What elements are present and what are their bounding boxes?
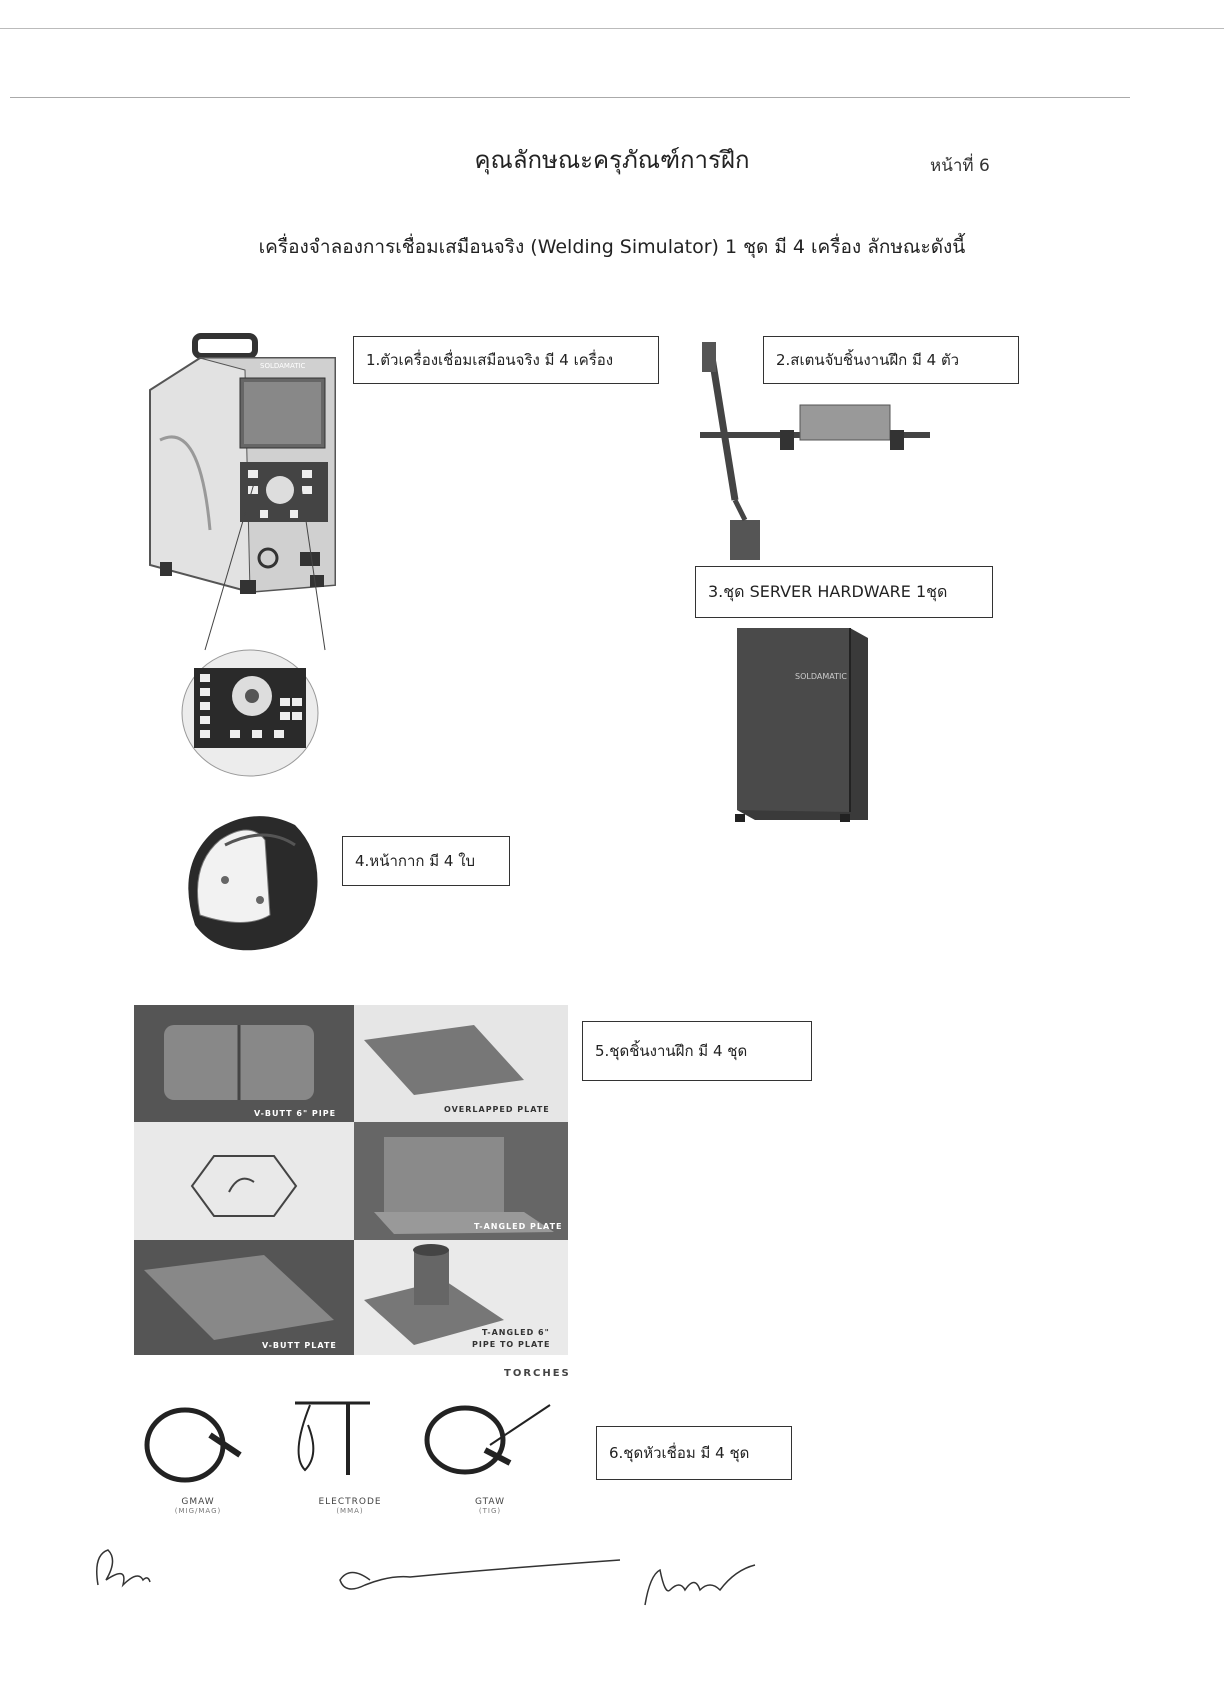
svg-text:SOLDAMATIC: SOLDAMATIC bbox=[260, 362, 306, 370]
torch-name: ELECTRODE bbox=[318, 1497, 382, 1507]
control-panel-closeup bbox=[180, 648, 320, 778]
torch-gmaw-caption bbox=[143, 1497, 253, 1515]
tile-label: V-BUTT PLATE bbox=[262, 1341, 337, 1350]
item-3-label: 3.ชุด SERVER HARDWARE 1ชุด bbox=[695, 566, 993, 618]
torch-type: (TIG) bbox=[478, 1507, 502, 1515]
scan-line bbox=[0, 28, 1224, 29]
torch-name: GMAW bbox=[181, 1497, 215, 1507]
document-subtitle: เครื่องจำลองการเชื่อมเสมือนจริง (Welding Simulator) 1 ชุด มี 4 เครื่อง ลักษณะดังนี้ bbox=[258, 236, 966, 258]
svg-text:SOLDAMATIC: SOLDAMATIC bbox=[795, 672, 847, 681]
welding-helmet-image bbox=[175, 805, 325, 955]
page-number: หน้าที่ 6 bbox=[930, 156, 990, 176]
zoom-lines bbox=[200, 470, 340, 660]
document-title: คุณลักษณะครุภัณฑ์การฝึก bbox=[474, 146, 750, 174]
tile-label: T-ANGLED 6" bbox=[482, 1328, 550, 1337]
item-5-label: 5.ชุดชิ้นงานฝึก มี 4 ชุด bbox=[582, 1021, 812, 1081]
scan-line bbox=[10, 97, 1130, 98]
server-hardware-image bbox=[735, 624, 870, 824]
torch-type: (MIG/MAG) bbox=[174, 1507, 222, 1515]
tile-angled-plate bbox=[354, 1122, 568, 1240]
torch-name: GTAW bbox=[474, 1497, 505, 1507]
tile-label: PIPE TO PLATE bbox=[472, 1340, 551, 1349]
torches-heading: TORCHES bbox=[504, 1368, 571, 1379]
item-4-label: 4.หน้ากาก มี 4 ใบ bbox=[342, 836, 510, 886]
tile-logo bbox=[134, 1122, 354, 1240]
item-6-label: 6.ชุดหัวเชื่อม มี 4 ชุด bbox=[596, 1426, 792, 1480]
item-1-label: 1.ตัวเครื่องเชื่อมเสมือนจริง มี 4 เครื่อง bbox=[353, 336, 659, 384]
signature-2 bbox=[330, 1555, 630, 1605]
torch-electrode-caption bbox=[295, 1497, 405, 1515]
signature-1 bbox=[88, 1540, 158, 1600]
tile-label: V-BUTT 6" PIPE bbox=[254, 1109, 337, 1118]
tile-t-angled-pipe bbox=[354, 1240, 568, 1355]
tile-v-butt-pipe bbox=[134, 1005, 354, 1122]
torches-image bbox=[140, 1395, 560, 1495]
torch-gtaw-caption bbox=[435, 1497, 545, 1515]
torch-type: (MMA) bbox=[336, 1507, 364, 1515]
item-2-label: 2.สเตนจับชิ้นงานฝึก มี 4 ตัว bbox=[763, 336, 1019, 384]
tile-label: OVERLAPPED PLATE bbox=[444, 1105, 550, 1114]
signature-3 bbox=[640, 1555, 760, 1615]
workpiece-set-image bbox=[134, 1005, 568, 1355]
tile-label: T-ANGLED PLATE bbox=[474, 1222, 563, 1231]
tile-v-butt-plate bbox=[134, 1240, 354, 1355]
tile-overlapped-plate bbox=[354, 1005, 568, 1122]
